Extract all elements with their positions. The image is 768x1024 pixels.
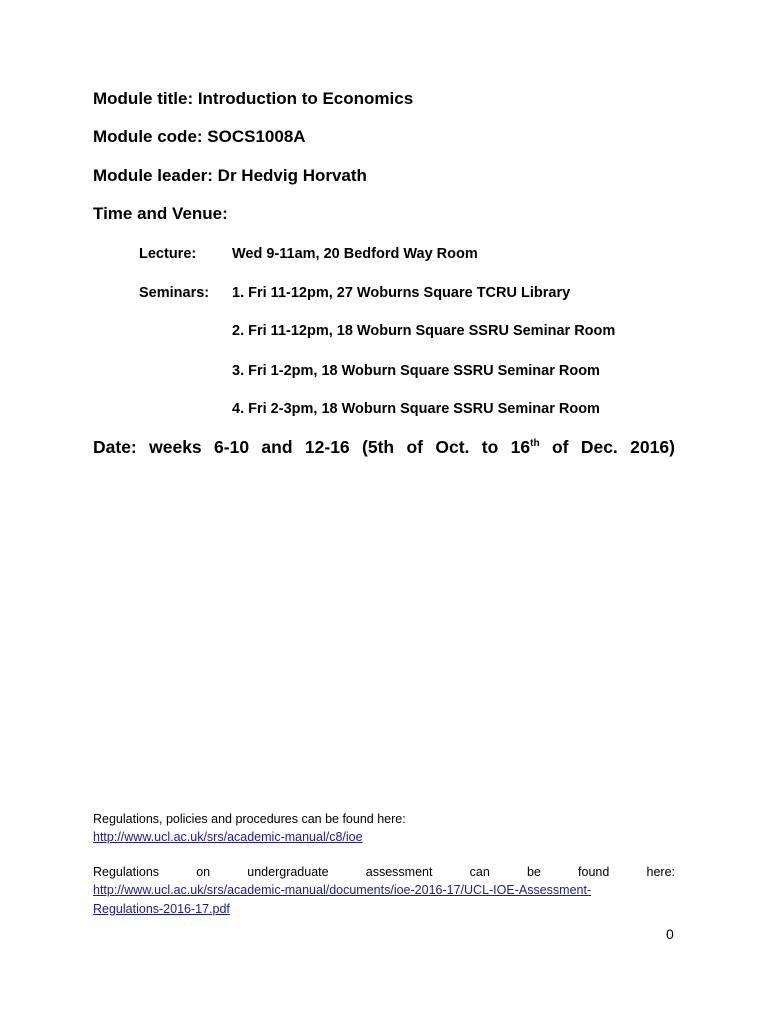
date-word: and — [261, 437, 293, 457]
date-word: 16 — [510, 437, 531, 457]
module-leader: Module leader: Dr Hedvig Horvath — [93, 166, 367, 185]
assessment-word: undergraduate — [247, 865, 329, 879]
policies-link[interactable]: http://www.ucl.ac.uk/srs/academic-manual/c8/ioe — [93, 830, 363, 844]
module-title: Module title: Introduction to Economics — [93, 89, 414, 108]
lecture-value: Wed 9-11am, 20 Bedford Way Room — [232, 246, 478, 262]
date-word: of — [406, 437, 423, 457]
seminar-item: 4. Fri 2-3pm, 18 Woburn Square SSRU Seminar Room — [232, 401, 600, 417]
page-number: 0 — [666, 926, 674, 942]
lecture-label: Lecture: — [139, 246, 197, 262]
date-word: to — [481, 437, 499, 457]
date-word: Dec. — [580, 437, 618, 457]
seminar-item: 2. Fri 11-12pm, 18 Woburn Square SSRU Seminar Room — [232, 323, 616, 339]
assessment-word: Regulations — [93, 865, 160, 879]
seminar-item: 3. Fri 1-2pm, 18 Woburn Square SSRU Seminar Room — [232, 363, 600, 379]
assessment-word: be — [526, 865, 541, 879]
assessment-link-wrap — [93, 902, 230, 916]
seminars-label: Seminars: — [139, 285, 210, 301]
date-word: Oct. — [435, 437, 470, 457]
date-word: 6-10 — [214, 437, 250, 457]
assessment-word: on — [196, 865, 211, 879]
date-word: (5th — [362, 437, 395, 457]
date-superscript: th — [530, 438, 540, 450]
assessment-word: here: — [646, 865, 675, 879]
assessment-link[interactable]: http://www.ucl.ac.uk/srs/academic-manual/documents/ioe-2016-17/UCL-IOE-Assessment- — [93, 883, 592, 897]
date-word: of — [551, 437, 569, 457]
policies-link-wrap — [93, 830, 363, 844]
date-word: weeks — [149, 437, 202, 457]
seminar-item: 1. Fri 11-12pm, 27 Woburns Square TCRU Library — [232, 285, 571, 301]
assessment-text — [93, 865, 675, 879]
time-venue-heading: Time and Venue: — [93, 204, 228, 223]
assessment-link-continued[interactable]: Regulations-2016-17.pdf — [93, 902, 230, 916]
date-line — [93, 437, 675, 458]
date-word-with-sup — [511, 437, 540, 458]
assessment-word: assessment — [365, 865, 433, 879]
assessment-word: can — [469, 865, 490, 879]
assessment-link-wrap — [93, 883, 591, 897]
date-word: 2016) — [630, 437, 675, 457]
policies-text: Regulations, policies and procedures can be found here: — [93, 812, 406, 826]
date-word: 12-16 — [304, 437, 350, 457]
assessment-word: found — [578, 865, 610, 879]
date-word: Date: — [93, 437, 137, 457]
module-code: Module code: SOCS1008A — [93, 127, 306, 146]
